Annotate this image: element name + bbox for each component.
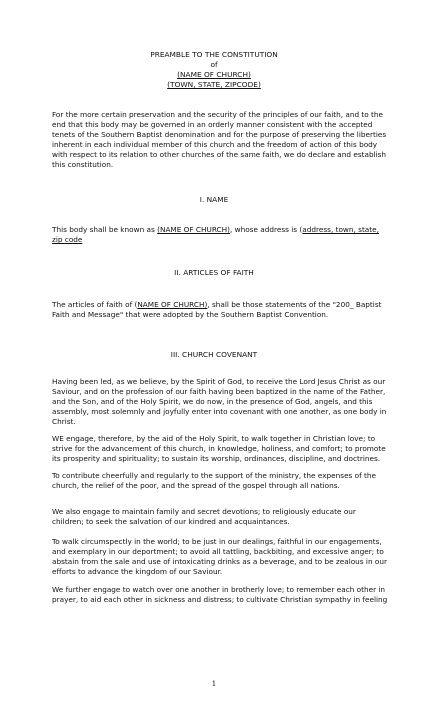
covenant-paragraph-6 (52, 585, 388, 605)
preamble-line: For the more certain preservation and the security of the principles of our faith, and to the (52, 110, 384, 119)
covenant-line: and exemplary in our deportment; to avoid all tattling, backbiting, and excessive anger; to (52, 547, 384, 557)
covenant-paragraph-1 (52, 377, 387, 427)
section-heading-name: I. NAME (199, 195, 229, 204)
covenant-line: Saviour, and on the profession of our faith having been baptized in the name of the Father, (52, 387, 386, 397)
covenant-line: its prosperity and spirituality; to sustain its worship, ordinances, discipline, and doctrines. (52, 454, 381, 464)
covenant-line: To contribute cheerfully and regularly to the support of the ministry, the expenses of the (52, 471, 377, 480)
faith-line-2: Faith and Message" that were adopted by the Southern Baptist Convention. (52, 310, 329, 320)
name-church-placeholder: (NAME OF CHURCH) (157, 225, 230, 234)
faith-text: The articles of faith of ( (52, 300, 138, 309)
covenant-line: Having been led, as we believe, by the Spirit of God, to receive the Lord Jesus Christ as our (52, 377, 386, 386)
name-paragraph (52, 225, 378, 245)
covenant-line: strive for the advancement of this church, in knowledge, holiness, and comfort; to promote (52, 444, 386, 454)
preamble-paragraph (52, 110, 387, 171)
covenant-line: We further engage to watch over one another in brotherly love; to remember each other in (52, 585, 386, 594)
name-address-placeholder: address, town, state, (302, 225, 379, 234)
faith-line-1 (52, 300, 382, 310)
covenant-line: We also engage to maintain family and secret devotions; to religiously educate our (52, 507, 356, 516)
preamble-line: end that this body may be governed in an orderly manner consistent with the accepted (52, 120, 373, 130)
covenant-line: and the Son, and of the Holy Spirit, we do now, in the presence of God, angels, and this (52, 397, 373, 407)
faith-text: , shall be those statements of the "200_ Baptist (207, 300, 382, 309)
covenant-paragraph-2 (52, 434, 386, 464)
preamble-line: tenets of the Southern Baptist denomination and for the purpose of preserving the liberties (52, 130, 387, 140)
church-name-text: (NAME OF CHURCH) (177, 70, 251, 79)
covenant-line: To walk circumspectly in the world; to be just in our dealings, faithful in our engagements, (52, 537, 382, 546)
section-heading-faith: II. ARTICLES OF FAITH (174, 268, 254, 277)
name-text: This body shall be known as (52, 225, 158, 234)
covenant-line: efforts to advance the kingdom of our Saviour. (52, 567, 223, 577)
name-zip-placeholder: zip code (52, 235, 83, 245)
faith-paragraph (52, 300, 382, 320)
preamble-line: inherent in each individual member of this church and the freedom of action of this body (52, 140, 378, 150)
covenant-line: prayer, to aid each other in sickness and distress; to cultivate Christian sympathy in feeling (52, 595, 388, 605)
covenant-paragraph-3 (52, 471, 378, 491)
covenant-line: abstain from the sale and use of intoxicating drinks as a beverage, and to be zealous in our (52, 557, 387, 567)
preamble-line: with respect to its relation to other churches of the same faith, we do declare and establish (52, 150, 387, 160)
covenant-line: church, the relief of the poor, and the spread of the gospel through all nations. (52, 481, 340, 491)
name-text: , whose address is ( (229, 225, 303, 234)
covenant-line: children; to seek the salvation of our kindred and acquaintances. (52, 517, 290, 527)
covenant-paragraph-5 (52, 537, 387, 577)
covenant-line: assembly, most solemnly and joyfully enter into covenant with one another, as one body in (52, 407, 387, 417)
church-location-placeholder (0, 80, 428, 89)
page-number: 1 (211, 679, 217, 688)
title-of: of (210, 60, 218, 69)
document-title: PREAMBLE TO THE CONSTITUTION (150, 50, 278, 59)
covenant-paragraph-4 (52, 507, 378, 527)
church-location-text: (TOWN, STATE, ZIPCODE) (167, 80, 261, 89)
faith-church-placeholder: NAME OF CHURCH) (137, 300, 208, 309)
covenant-line: WE engage, therefore, by the aid of the Holy Spirit, to walk together in Christian love; to (52, 434, 376, 443)
preamble-line: this constitution. (52, 160, 114, 170)
covenant-line: Christ. (52, 417, 76, 427)
name-line-1 (52, 225, 378, 235)
church-name-placeholder (0, 70, 428, 79)
section-heading-covenant: III. CHURCH COVENANT (170, 350, 258, 359)
